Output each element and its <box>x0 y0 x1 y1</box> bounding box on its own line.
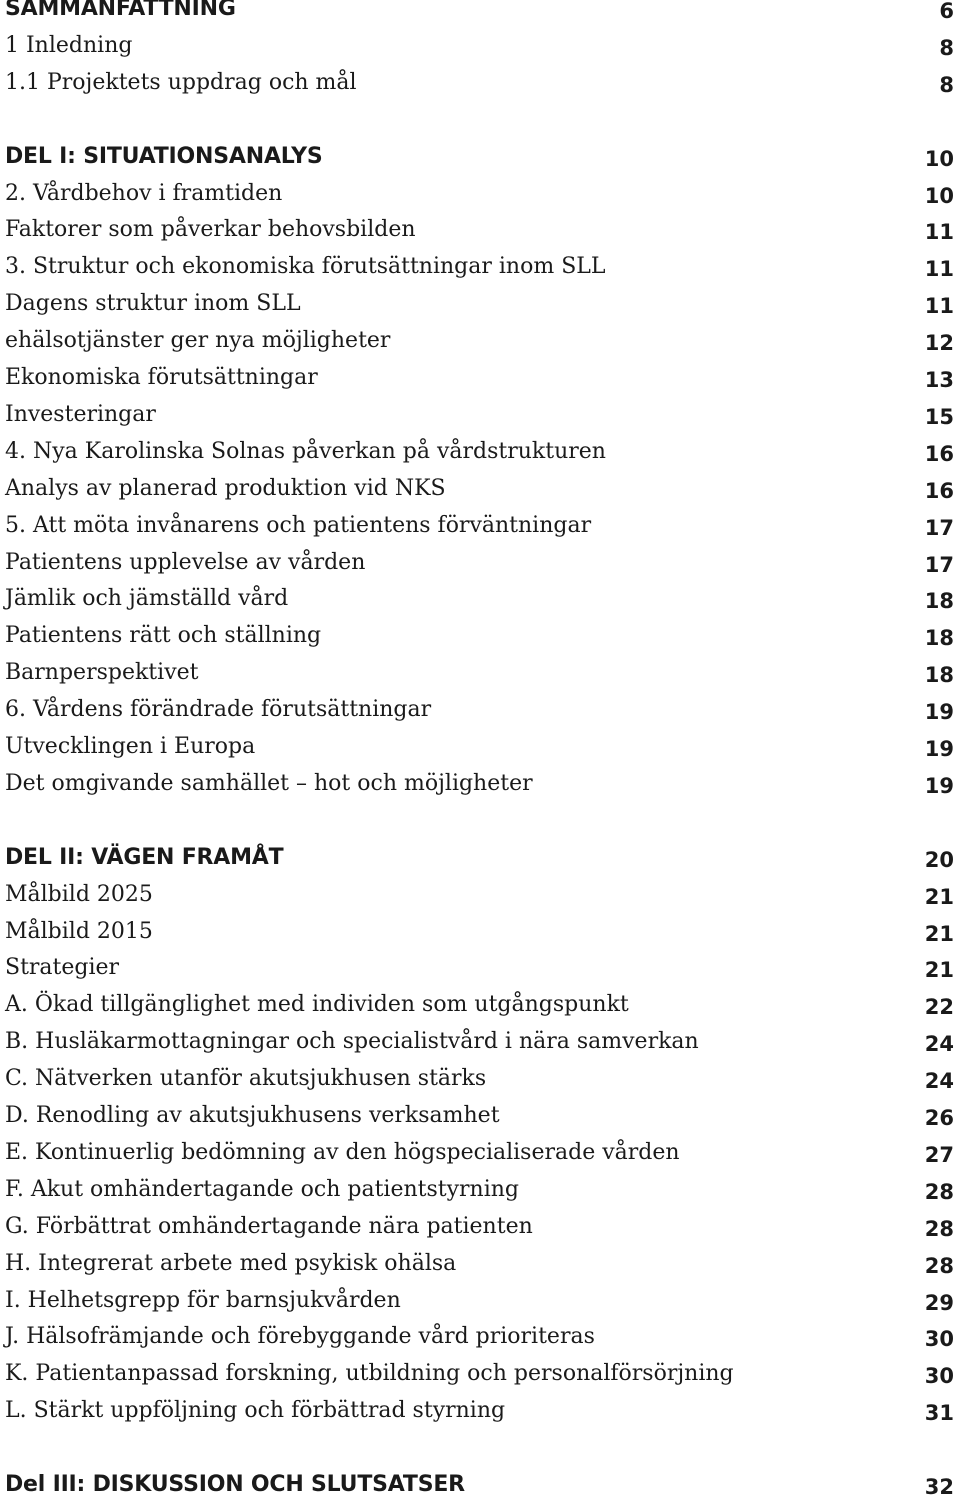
toc-page-number: 16 <box>924 478 954 503</box>
toc-page-number: 21 <box>924 921 954 946</box>
toc-entry-title: 5. Att möta invånarens och patientens förväntningar <box>5 512 592 538</box>
toc-entry-title: 1.1 Projektets uppdrag och mål <box>5 69 357 95</box>
toc-entry[interactable] <box>0 1171 960 1207</box>
toc-entry[interactable] <box>0 654 960 690</box>
toc-entry-title: Jämlik och jämställd vård <box>5 586 289 612</box>
toc-entry-title: Faktorer som påverkar behovsbilden <box>5 217 416 243</box>
toc-entry-title: Investeringar <box>5 401 156 427</box>
toc-entry[interactable] <box>0 1392 960 1428</box>
toc-page-number: 28 <box>924 1216 954 1241</box>
toc-entry[interactable] <box>0 1318 960 1354</box>
toc-entry-title: Del III: DISKUSSION OCH SLUTSATSER <box>5 1472 465 1497</box>
toc-entry[interactable] <box>0 544 960 580</box>
toc-entry-title: DEL II: VÄGEN FRAMÅT <box>5 844 284 870</box>
toc-entry[interactable] <box>0 1208 960 1244</box>
toc-entry-title: Analys av planerad produktion vid NKS <box>5 475 446 501</box>
toc-entry-title: C. Nätverken utanför akutsjukhusen stärks <box>5 1066 487 1092</box>
toc-entry-title: H. Integrerat arbete med psykisk ohälsa <box>5 1250 457 1276</box>
toc-page-number: 11 <box>924 220 954 245</box>
toc-entry-title: 3. Struktur och ekonomiska förutsättningar inom SLL <box>5 254 606 280</box>
toc-entry-title: 6. Vårdens förändrade förutsättningar <box>5 697 432 723</box>
toc-entry-title: Barnperspektivet <box>5 660 199 686</box>
toc-page-number: 29 <box>924 1290 954 1315</box>
toc-entry[interactable] <box>0 211 960 247</box>
toc-entry-title: Utvecklingen i Europa <box>5 734 256 759</box>
toc-page-number: 6 <box>939 0 954 23</box>
toc-page-number: 13 <box>924 368 954 392</box>
toc-entry-title: K. Patientanpassad forskning, utbildning och personalförsörjning <box>5 1361 734 1387</box>
toc-heading[interactable] <box>0 839 960 875</box>
toc-page-number: 30 <box>924 1327 954 1352</box>
toc-entry-title: G. Förbättrat omhändertagande nära patienten <box>5 1213 533 1239</box>
toc-page-number: 18 <box>924 589 954 614</box>
toc-entry[interactable] <box>0 1023 960 1059</box>
toc-entry-title: I. Helhetsgrepp för barnsjukvården <box>5 1287 401 1313</box>
toc-entry[interactable] <box>0 322 960 358</box>
toc-entry[interactable] <box>0 1282 960 1318</box>
toc-page-number: 26 <box>924 1106 954 1130</box>
toc-entry[interactable] <box>0 285 960 321</box>
toc-entry[interactable] <box>0 1245 960 1281</box>
toc-entry-title: J. Hälsofrämjande och förebyggande vård prioriteras <box>5 1324 595 1350</box>
toc-entry[interactable] <box>0 876 960 912</box>
toc-entry[interactable] <box>0 1355 960 1391</box>
toc-entry-title: Dagens struktur inom SLL <box>5 291 301 317</box>
toc-entry[interactable] <box>0 175 960 211</box>
toc-entry-title: D. Renodling av akutsjukhusens verksamhet <box>5 1103 500 1128</box>
toc-entry[interactable] <box>0 64 960 100</box>
toc-page-number: 21 <box>924 958 954 983</box>
toc-heading[interactable] <box>0 138 960 174</box>
toc-page-number: 27 <box>924 1142 954 1167</box>
toc-page-number: 11 <box>924 257 954 282</box>
toc-page-number: 17 <box>924 552 954 577</box>
toc-page-number: 18 <box>924 626 954 651</box>
toc-entry[interactable] <box>0 27 960 63</box>
toc-page-number: 22 <box>924 995 954 1020</box>
toc-page-number: 21 <box>924 884 954 909</box>
toc-page-number: 19 <box>924 700 954 725</box>
toc-entry-title: SAMMANFATTNING <box>5 0 236 21</box>
toc-page-number: 24 <box>924 1032 954 1057</box>
toc-entry-title: Patientens rätt och ställning <box>5 623 322 649</box>
toc-entry[interactable] <box>0 470 960 506</box>
toc-page-number: 20 <box>924 847 954 872</box>
toc-page-number: 17 <box>924 515 954 540</box>
toc-page-number: 18 <box>924 663 954 688</box>
toc-entry-title: L. Stärkt uppföljning och förbättrad styrning <box>5 1398 506 1424</box>
toc-heading[interactable] <box>0 0 960 26</box>
toc-entry[interactable] <box>0 396 960 432</box>
toc-entry-title: 2. Vårdbehov i framtiden <box>5 180 283 206</box>
toc-entry[interactable] <box>0 617 960 653</box>
toc-page-number: 12 <box>924 331 954 356</box>
toc-entry-title: Målbild 2015 <box>5 918 153 944</box>
toc-entry[interactable] <box>0 913 960 949</box>
toc-page-number: 30 <box>924 1364 954 1389</box>
toc-entry-title: Det omgivande samhället – hot och möjligheter <box>5 770 533 796</box>
toc-entry-title: Ekonomiska förutsättningar <box>5 365 318 390</box>
toc-entry-title: A. Ökad tillgänglighet med individen som utgångspunkt <box>5 992 629 1018</box>
toc-entry-title: 1 Inledning <box>5 32 133 58</box>
toc-entry[interactable] <box>0 359 960 395</box>
toc-page-number: 19 <box>924 737 954 761</box>
toc-page-number: 16 <box>924 441 954 466</box>
toc-entry-title: DEL I: SITUATIONSANALYS <box>5 143 323 169</box>
toc-entry-title: Målbild 2025 <box>5 881 153 907</box>
toc-entry[interactable] <box>0 728 960 764</box>
toc-entry-title: F. Akut omhändertagande och patientstyrning <box>5 1176 520 1202</box>
toc-entry[interactable] <box>0 433 960 469</box>
toc-entry[interactable] <box>0 986 960 1022</box>
toc-page-number: 19 <box>924 773 954 798</box>
toc-entry[interactable] <box>0 1060 960 1096</box>
toc-entry-title: B. Husläkarmottagningar och specialistvård i nära samverkan <box>5 1029 699 1055</box>
toc-page-number: 15 <box>924 404 954 429</box>
toc-page-number: 28 <box>924 1179 954 1204</box>
toc-entry[interactable] <box>0 1134 960 1170</box>
toc-page-number: 31 <box>924 1401 954 1426</box>
toc-page-number: 10 <box>924 183 954 208</box>
toc-entry-title: Patientens upplevelse av vården <box>5 549 366 575</box>
toc-entry-title: Strategier <box>5 955 120 981</box>
toc-heading[interactable] <box>0 1466 960 1502</box>
toc-entry-title: 4. Nya Karolinska Solnas påverkan på vårdstrukturen <box>5 438 606 464</box>
toc-entry[interactable] <box>0 949 960 985</box>
toc-entry-title: ehälsotjänster ger nya möjligheter <box>5 328 391 354</box>
toc-entry[interactable] <box>0 765 960 801</box>
toc-entry[interactable] <box>0 580 960 616</box>
toc-page-number: 32 <box>924 1475 954 1499</box>
toc-entry[interactable] <box>0 691 960 727</box>
toc-page-number: 8 <box>939 35 954 60</box>
toc-entry[interactable] <box>0 248 960 284</box>
toc-page-number: 8 <box>939 72 954 97</box>
toc-entry[interactable] <box>0 1097 960 1133</box>
toc-page-number: 11 <box>924 294 954 319</box>
toc-page-number: 24 <box>924 1069 954 1094</box>
toc-page-number: 10 <box>924 146 954 171</box>
toc-page-number: 28 <box>924 1253 954 1278</box>
toc-entry-title: E. Kontinuerlig bedömning av den högspecialiserade vården <box>5 1139 680 1165</box>
toc-entry[interactable] <box>0 507 960 543</box>
